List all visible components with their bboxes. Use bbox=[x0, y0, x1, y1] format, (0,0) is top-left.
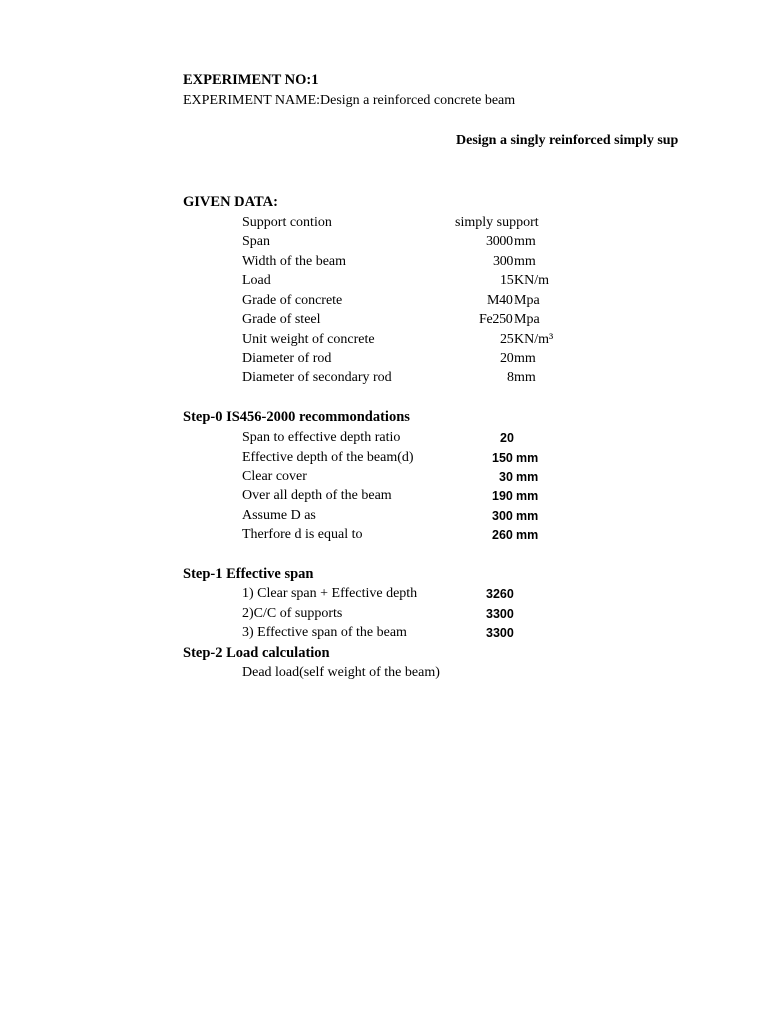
given-value: 20 bbox=[500, 351, 514, 366]
given-label: Diameter of secondary rod bbox=[242, 370, 392, 385]
given-value: 3000 bbox=[486, 234, 513, 249]
given-unit: Mpa bbox=[514, 312, 540, 327]
given-label: Support contion bbox=[242, 215, 332, 230]
given-unit: mm bbox=[514, 234, 536, 249]
step1-label: 3) Effective span of the beam bbox=[242, 625, 407, 640]
given-unit: mm bbox=[514, 351, 536, 366]
given-unit: mm bbox=[514, 254, 536, 269]
given-value: Fe250 bbox=[479, 312, 513, 327]
step1-value: 3300 bbox=[486, 607, 514, 621]
step0-value: 260 bbox=[492, 528, 513, 542]
given-label: Load bbox=[242, 273, 271, 288]
step2-label: Dead load(self weight of the beam) bbox=[242, 665, 440, 680]
step0-label: Span to effective depth ratio bbox=[242, 430, 401, 445]
given-value: simply support bbox=[455, 215, 539, 230]
step0-unit: mm bbox=[516, 470, 539, 484]
given-label: Grade of steel bbox=[242, 312, 321, 327]
step0-unit: mm bbox=[516, 528, 539, 542]
step0-value: 190 bbox=[492, 489, 513, 503]
step1-label: 2)C/C of supports bbox=[242, 606, 343, 621]
given-label: Grade of concrete bbox=[242, 293, 343, 308]
step1-value: 3260 bbox=[486, 587, 514, 601]
given-value: 25 bbox=[500, 332, 514, 347]
given-label: Unit weight of concrete bbox=[242, 332, 375, 347]
step0-unit: mm bbox=[516, 509, 539, 523]
given-value: M40 bbox=[487, 293, 513, 308]
step0-value: 150 bbox=[492, 451, 513, 465]
given-label: Diameter of rod bbox=[242, 351, 332, 366]
step0-label: Therfore d is equal to bbox=[242, 527, 363, 542]
step0-unit: mm bbox=[516, 451, 539, 465]
step0-value: 20 bbox=[500, 431, 514, 445]
step0-value: 300 bbox=[492, 509, 513, 523]
step0-value: 30 bbox=[499, 470, 513, 484]
given-unit: KN/m³ bbox=[514, 332, 554, 347]
given-value: 300 bbox=[493, 254, 514, 269]
step0-unit: mm bbox=[516, 489, 539, 503]
step0-label: Assume D as bbox=[242, 508, 316, 523]
given-label: Width of the beam bbox=[242, 254, 347, 269]
step0-label: Over all depth of the beam bbox=[242, 488, 392, 503]
given-label: Span bbox=[242, 234, 270, 249]
step1-value: 3300 bbox=[486, 626, 514, 640]
step0-label: Clear cover bbox=[242, 469, 307, 484]
step1-label: 1) Clear span + Effective depth bbox=[242, 586, 418, 601]
step0-label: Effective depth of the beam(d) bbox=[242, 450, 414, 465]
given-unit: Mpa bbox=[514, 293, 540, 308]
given-unit: KN/m bbox=[514, 273, 549, 288]
given-value: 15 bbox=[500, 273, 514, 288]
given-value: 8 bbox=[507, 370, 514, 385]
given-unit: mm bbox=[514, 370, 536, 385]
page: EXPERIMENT NO:1 EXPERIMENT NAME:Design a reinforced concrete beam Design a singly reinforced simply sup GIVEN DATA: Support contion simply support Span 3000 mm Width of the beam 300 mm Load 15 KN/m Grade of concrete M40 Mpa Grade of steel Fe250 Mpa Unit weight of concrete 25 KN/m³ Diameter of rod 20 mm Diameter of secondary rod 8 mm Step-0 IS456-2000 recommondations Span to effective depth ratio 20 Effective depth of the beam(d) 150 mm Clear cover 30 mm Over all depth of the beam 190 mm Assume D as 300 mm Therfore d is equal to 260 mm Step-1 Effective span 1) Clear span + Effective depth 3260 2)C/C of supports 3300 3) Effective span of the beam 3300 Step-2 Load calculation Dead load(self weight of the beam) bbox=[0, 0, 768, 1024]
